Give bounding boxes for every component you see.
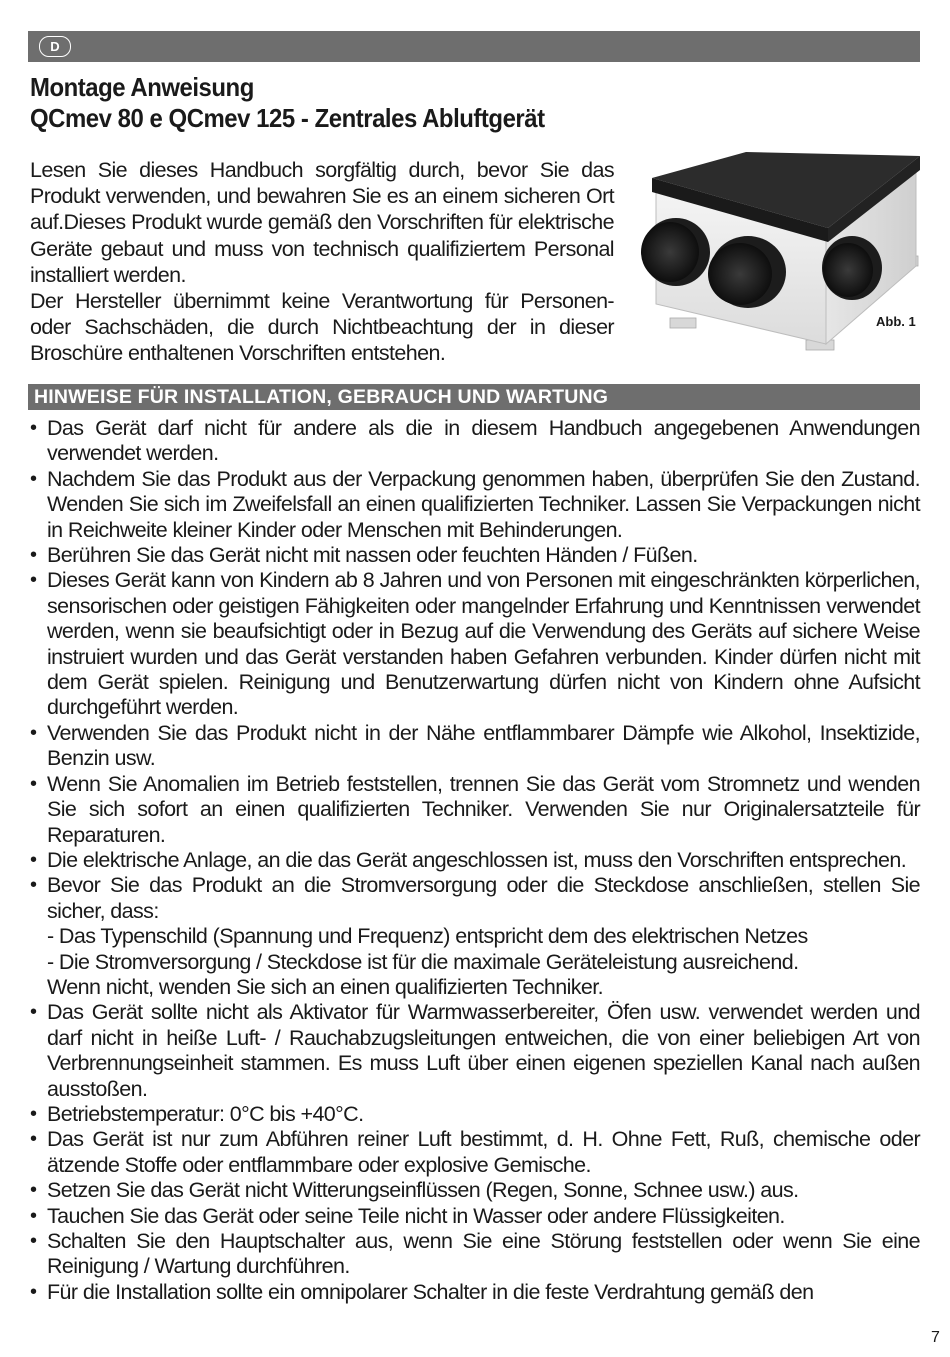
section-header xyxy=(28,384,920,410)
bullet-icon: • xyxy=(30,1230,37,1252)
page-title xyxy=(30,72,619,134)
language-badge: D xyxy=(39,36,71,57)
list-item: • Wenn Sie Anomalien im Betrieb feststellen, trennen Sie das Gerät vom Stromnetz und wenden Sie sich sofort an einen qualifizierten Techniker. Verwenden Sie nur Originalersatzteile für Reparaturen. xyxy=(30,771,920,847)
instructions-list xyxy=(30,416,920,1305)
header-bar xyxy=(28,31,920,62)
bullet-icon: • xyxy=(30,848,37,871)
list-item-power xyxy=(30,873,920,1000)
section-title: HINWEISE FÜR INSTALLATION, GEBRAUCH UND WARTUNG xyxy=(34,386,609,408)
intro-paragraph-1: Lesen Sie dieses Handbuch sorgfältig durch, bevor Sie das Produkt verwenden, und bewahren Sie es an einem sicheren Ort auf.Dieses Produkt wurde gemäß den Vorschriften für elektrische Geräte gebaut und muss von technisch qualifiziertem Personal installiert werden. xyxy=(30,158,614,287)
list-item: • Berühren Sie das Gerät nicht mit nassen oder feuchten Händen / Füßen. xyxy=(30,543,698,568)
list-item: • Betriebstemperatur: 0°C bis +40°C. xyxy=(30,1101,364,1126)
bullet-icon: • xyxy=(30,1204,37,1227)
power-intro: Bevor Sie das Produkt an die Stromversorgung oder die Steckdose anschließen, stellen Sie sicher, dass: xyxy=(47,873,920,923)
foot-left xyxy=(670,318,696,328)
list-item: • Die elektrische Anlage, an die das Gerät angeschlossen ist, muss den Vorschriften entsprechen. xyxy=(30,847,907,872)
list-item: • Schalten Sie den Hauptschalter aus, wenn Sie eine Störung feststellen oder wenn Sie eine Reinigung / Wartung durchführen. xyxy=(30,1229,920,1279)
bullet-icon: • xyxy=(30,772,37,795)
bullet-icon: • xyxy=(30,874,37,897)
page-number: 7 xyxy=(931,1329,940,1346)
list-item: • Das Gerät sollte nicht als Aktivator für Warmwasserbereiter, Öfen usw. verwendet werden und darf nicht in heiße Luft- / Rauchabzugsleitungen entweichen, die von einer beliebigen Art von Verbrennungseinheit stammen. Es muss Luft über einen eigenen speziellen Kanal nach außen ausstoßen. xyxy=(30,1000,920,1101)
bullet-icon: • xyxy=(30,1102,37,1125)
bullet-icon: • xyxy=(30,1280,37,1303)
bullet-icon: • xyxy=(30,569,37,592)
bullet-icon: • xyxy=(30,417,37,439)
list-item: • Setzen Sie das Gerät nicht Witterungseinflüssen (Regen, Sonne, Schnee usw.) aus. xyxy=(30,1178,799,1203)
list-item: • Das Gerät darf nicht für andere als die in diesem Handbuch angegebenen Anwendungen verwendet werden. xyxy=(30,416,920,466)
list-item: • Nachdem Sie das Produkt aus der Verpackung genommen haben, überprüfen Sie den Zustand. Wenden Sie sich im Zweifelsfall an einen qualifizierten Techniker. Lassen Sie Verpackungen nicht in Reichweite kleiner Kinder oder Menschen mit Behinderungen. xyxy=(30,466,920,542)
power-condition-note: Wenn nicht, wenden Sie sich an einen qualifizierten Techniker. xyxy=(47,974,604,999)
list-item: • Dieses Gerät kann von Kindern ab 8 Jahren und von Personen mit eingeschränkten körperlichen, sensorischen oder geistigen Fähigkeiten oder mangelnder Erfahrung und Kenntnissen verwendet werden, wenn sie beaufsichtigt oder in Bezug auf die Verwendung des Geräts auf sichere Weise instruiert wurden und das Gerät verstanden haben Gefahren verbunden. Kinder dürfen nicht mit dem Gerät spielen. Reinigung und Benutzerwartung dürfen nicht von Kindern ohne Aufsicht durchgeführt werden. xyxy=(30,568,920,720)
bullet-icon: • xyxy=(30,721,37,744)
title-line-1: Montage Anweisung xyxy=(30,72,254,102)
intro-paragraph-2: Der Hersteller übernimmt keine Verantwortung für Personen- oder Sachschäden, die durch Nichtbeachtung der in dieser Broschüre enthaltenen Vorschriften entstehen. xyxy=(30,289,614,366)
bullet-icon: • xyxy=(30,1001,37,1024)
intro-text xyxy=(30,157,614,367)
figure-label: Abb. 1 xyxy=(876,314,916,329)
bullet-icon: • xyxy=(30,1179,37,1202)
list-item: • Tauchen Sie das Gerät oder seine Teile nicht in Wasser oder andere Flüssigkeiten. xyxy=(30,1203,785,1228)
bullet-icon: • xyxy=(30,467,37,490)
bullet-icon: • xyxy=(30,1128,37,1151)
power-condition-2: - Die Stromversorgung / Steckdose ist für die maximale Geräteleistung ausreichend. xyxy=(47,949,799,974)
pipe-left xyxy=(641,218,710,286)
list-item: • Für die Installation sollte ein omnipolarer Schalter in die feste Verdrahtung gemäß den xyxy=(30,1279,814,1304)
list-item: • Das Gerät ist nur zum Abführen reiner Luft bestimmt, d. H. Ohne Fett, Ruß, chemische oder ätzende Stoffe oder entflammbare oder explosive Gemische. xyxy=(30,1127,920,1177)
pipe-right xyxy=(822,236,882,300)
bullet-icon: • xyxy=(30,544,37,567)
title-line-2: QCmev 80 e QCmev 125 - Zentrales Abluftgerät xyxy=(30,103,545,133)
list-item: • Verwenden Sie das Produkt nicht in der Nähe entflammbarer Dämpfe wie Alkohol, Insektizide, Benzin usw. xyxy=(30,720,920,771)
power-condition-1: - Das Typenschild (Spannung und Frequenz) entspricht dem des elektrischen Netzes xyxy=(47,924,808,949)
